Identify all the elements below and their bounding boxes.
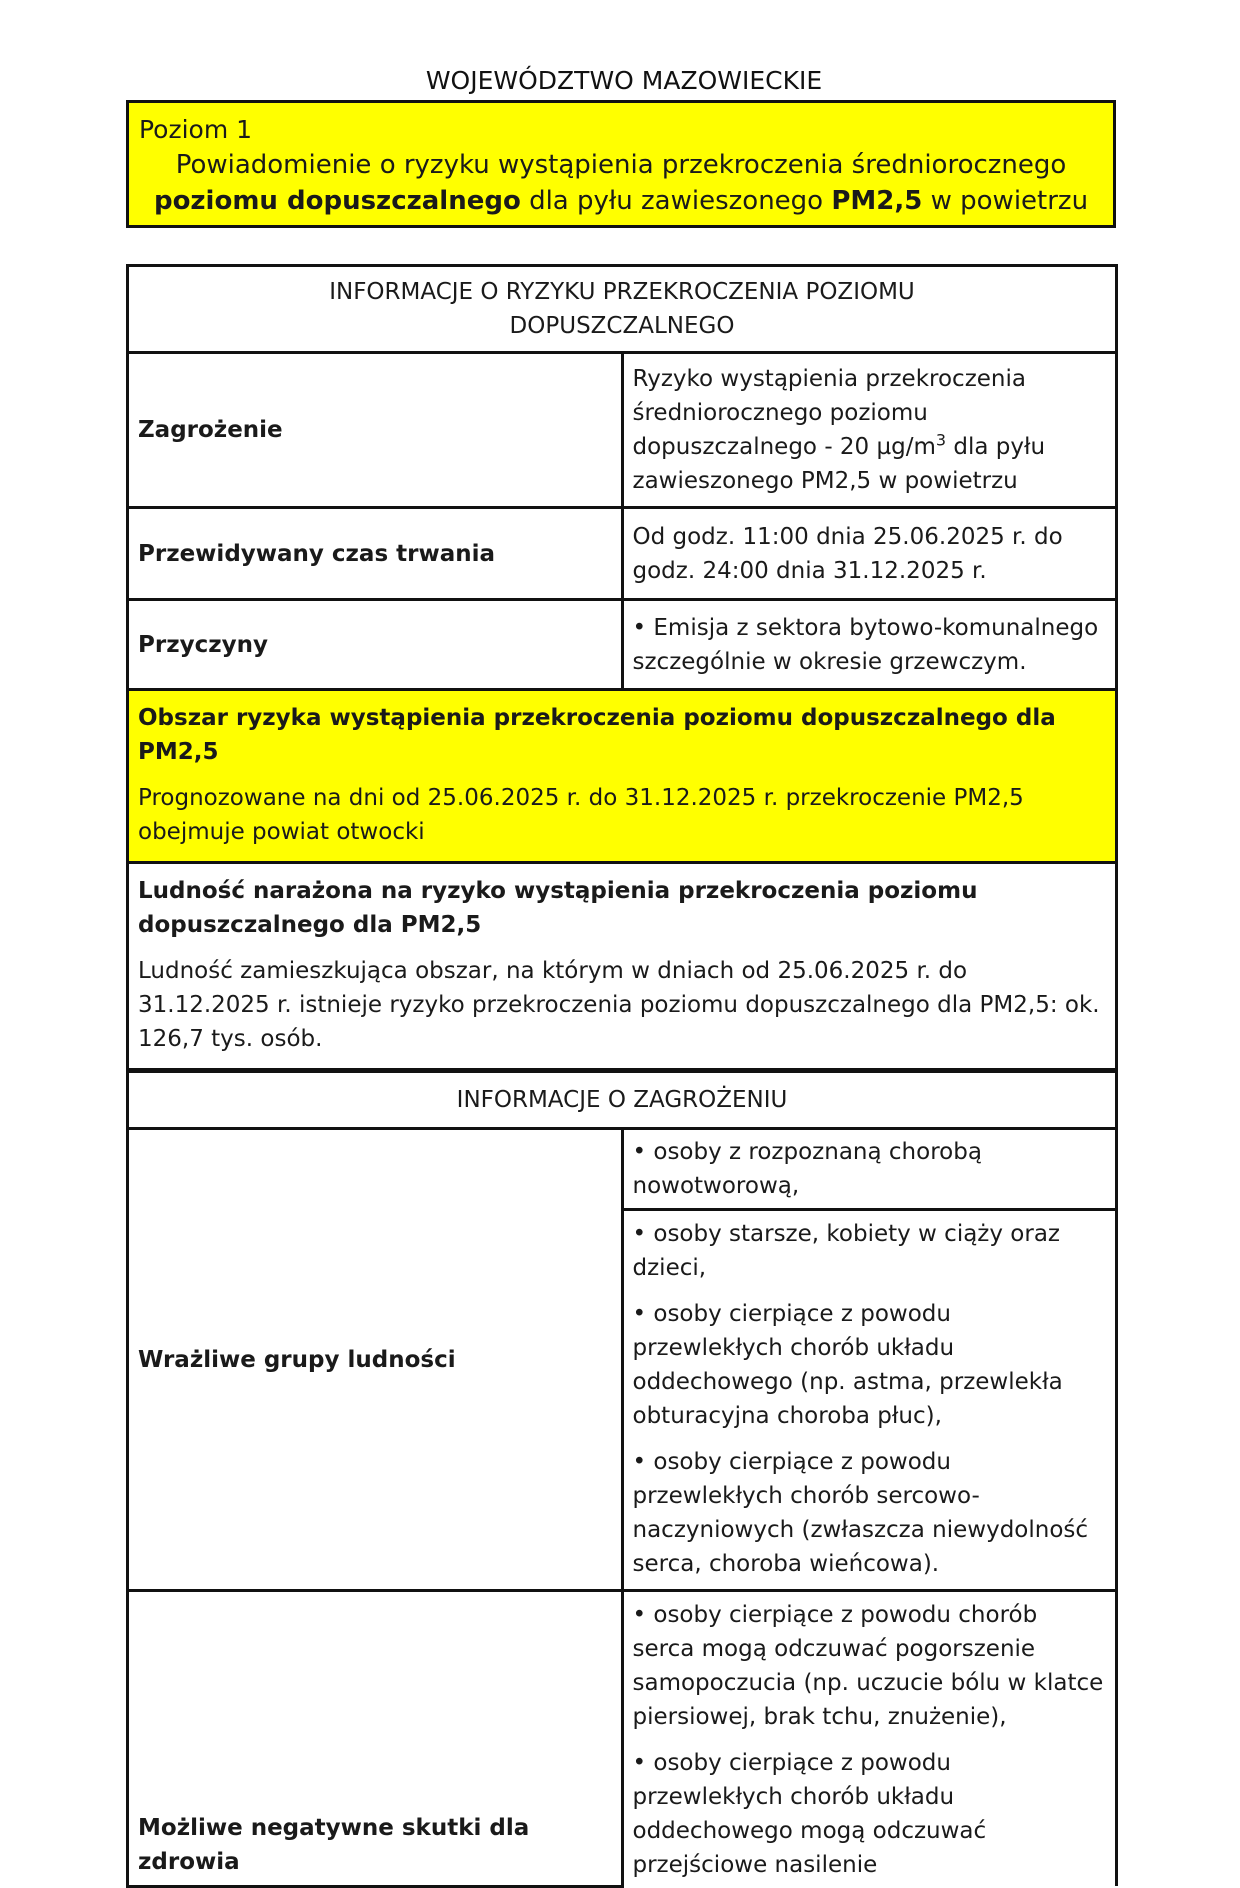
sensitive-group-item: • osoby cierpiące z powodu przewlekłych chorób sercowo-naczyniowych (zwłaszcza niewydolność serca, choroba wieńcowa).: [632, 1449, 1089, 1577]
causes-label: Przyczyny: [128, 600, 623, 690]
health-effect-item: • osoby cierpiące z powodu chorób serca mogą odczuwać pogorszenie samopoczucia (np. uczucie bólu w klatce piersiowej, brak tchu, znużenie),: [632, 1602, 1104, 1730]
sensitive-groups-label: Wrażliwe grupy ludności: [128, 1129, 623, 1591]
alert-level-box: [126, 100, 1116, 228]
risk-area-title: Obszar ryzyka wystąpienia przekroczenia poziomu dopuszczalnego dla PM2,5: [138, 705, 1056, 765]
threat-value-b: dla pyłu zawieszonego PM2,5 w powietrzu: [632, 434, 1046, 494]
region-title: WOJEWÓDZTWO MAZOWIECKIE: [425, 66, 823, 95]
duration-value: Od godz. 11:00 dnia 25.06.2025 r. do godz. 24:00 dnia 31.12.2025 r.: [622, 508, 1117, 600]
level-title-part5: w powietrzu: [922, 186, 1089, 216]
health-effects-label: Możliwe negatywne skutki dla zdrowia: [128, 1591, 623, 1887]
level-title-part2: poziomu dopuszczalnego: [153, 186, 521, 216]
level-label: Poziom 1: [139, 115, 253, 144]
level-title-pollutant: PM2,5: [831, 186, 923, 216]
exposed-population-cell: [128, 863, 1117, 1070]
risk-heading-text: INFORMACJE O RYZYKU PRZEKROCZENIA POZIOMU DOPUSZCZALNEGO: [329, 279, 915, 339]
level-title-part3: dla pyłu zawieszonego: [520, 186, 832, 216]
risk-area-text: Prognozowane na dni od 25.06.2025 r. do 31.12.2025 r. przekroczenie PM2,5 obejmuje powiat otwocki: [138, 785, 1024, 845]
level-title-part1: Powiadomienie o ryzyku wystąpienia przekroczenia średniorocznego: [175, 150, 1067, 180]
risk-area-cell: [128, 690, 1117, 863]
level-title: [139, 147, 1103, 219]
threat-label: Zagrożenie: [128, 353, 623, 508]
causes-value: • Emisja z sektora bytowo-komunalnego szczególnie w okresie grzewczym.: [622, 600, 1117, 690]
health-effects-list: [622, 1591, 1117, 1887]
sensitive-group-item: • osoby starsze, kobiety w ciąży oraz dzieci,: [632, 1221, 1060, 1281]
exposed-population-title: Ludność narażona na ryzyko wystąpienia przekroczenia poziomu dopuszczalnego dla PM2,5: [138, 878, 978, 938]
risk-info-table: [126, 264, 1118, 1071]
health-effect-item: • osoby cierpiące z powodu przewlekłych chorób układu oddechowego mogą odczuwać przejściowe nasilenie: [632, 1750, 987, 1878]
threat-value-exponent: 3: [935, 430, 947, 450]
sensitive-group-item: • osoby cierpiące z powodu przewlekłych chorób układu oddechowego (np. astma, przewlekła obturacyjna choroba płuc),: [632, 1301, 1063, 1429]
sensitive-group-item: • osoby z rozpoznaną chorobą nowotworową,: [622, 1129, 1117, 1210]
risk-heading: [128, 266, 1117, 353]
duration-label: Przewidywany czas trwania: [128, 508, 623, 600]
threat-info-heading: INFORMACJE O ZAGROŻENIU: [128, 1072, 1117, 1129]
exposed-population-text: Ludność zamieszkująca obszar, na którym w dniach od 25.06.2025 r. do 31.12.2025 r. istnieje ryzyko przekroczenia poziomu dopuszczalnego dla PM2,5: ok. 126,7 tys. osób.: [138, 958, 1100, 1052]
threat-value: [622, 353, 1117, 508]
threat-value-a: Ryzyko wystąpienia przekroczenia średniorocznego poziomu dopuszczalnego - 20 µg/m: [632, 366, 1026, 460]
sensitive-groups-list: [622, 1210, 1117, 1591]
threat-info-table: [126, 1070, 1118, 1888]
